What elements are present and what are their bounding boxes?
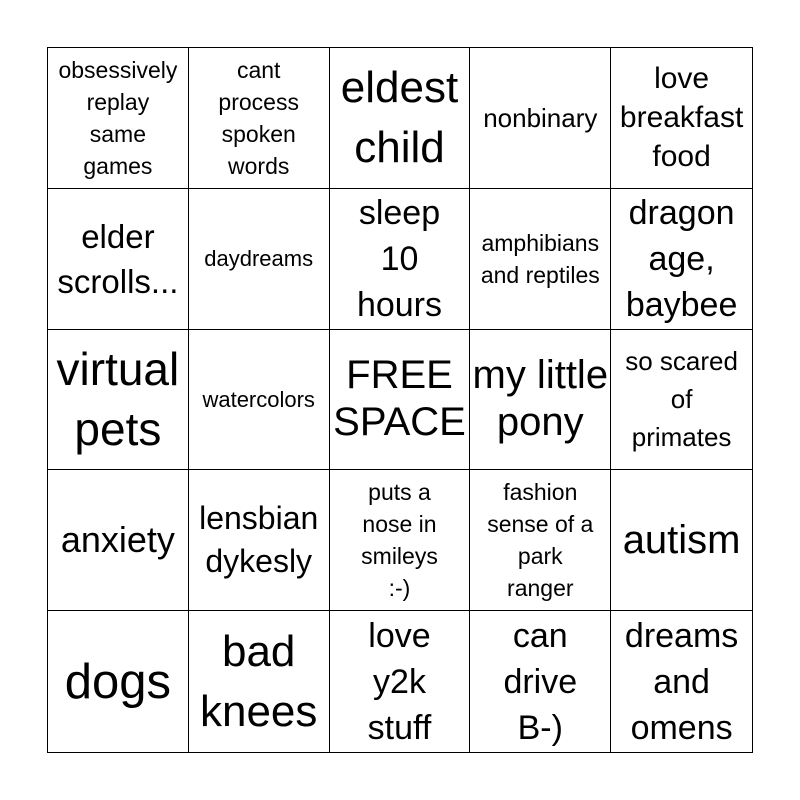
cell-label: anxiety [60, 519, 175, 561]
bingo-cell[interactable] [330, 189, 471, 330]
bingo-cell[interactable] [330, 470, 471, 611]
bingo-board [47, 47, 753, 753]
cell-label: dragon age, baybee [625, 193, 738, 324]
cell-label: love y2k stuff [367, 616, 432, 747]
bingo-cell[interactable] [189, 611, 330, 752]
bingo-cell[interactable] [611, 611, 752, 752]
bingo-cell[interactable] [470, 330, 611, 471]
cell-label: watercolors [202, 386, 315, 412]
bingo-cell[interactable] [48, 189, 189, 330]
bingo-cell[interactable] [189, 470, 330, 611]
bingo-cell[interactable] [470, 189, 611, 330]
cell-label: obsessively replay same games [58, 56, 178, 179]
cell-label: my little pony [472, 353, 609, 445]
cell-label: love breakfast food [619, 62, 744, 174]
bingo-cell[interactable] [611, 189, 752, 330]
bingo-cell[interactable] [48, 48, 189, 189]
bingo-cell[interactable] [470, 611, 611, 752]
cell-label: elder scrolls... [57, 217, 179, 300]
cell-label: daydreams [204, 246, 314, 272]
cell-label: amphibians and reptiles [480, 229, 600, 288]
cell-label: bad knees [199, 626, 318, 736]
cell-label: puts a nose in smileys :-) [361, 479, 438, 602]
cell-label: cant process spoken words [218, 56, 299, 179]
cell-label: so scared of primates [625, 346, 738, 453]
bingo-cell[interactable] [330, 48, 471, 189]
cell-label: dogs [64, 654, 172, 709]
cell-label: lensbian dykesly [199, 500, 319, 580]
bingo-cell[interactable] [611, 48, 752, 189]
cell-label: autism [622, 517, 741, 562]
bingo-cell[interactable] [611, 330, 752, 471]
bingo-cell[interactable] [189, 189, 330, 330]
cell-label: nonbinary [483, 102, 598, 133]
cell-label: eldest child [340, 62, 459, 172]
bingo-cell[interactable] [189, 48, 330, 189]
cell-label: sleep 10 hours [356, 193, 443, 324]
bingo-cell[interactable] [48, 611, 189, 752]
bingo-cell[interactable] [189, 330, 330, 471]
cell-label: virtual pets [56, 343, 180, 456]
bingo-cell[interactable] [330, 611, 471, 752]
free-space-cell[interactable] [330, 330, 471, 471]
bingo-cell[interactable] [48, 470, 189, 611]
bingo-cell[interactable] [611, 470, 752, 611]
bingo-cell[interactable] [470, 470, 611, 611]
cell-label: fashion sense of a park ranger [487, 479, 594, 602]
cell-label: dreams and omens [624, 616, 739, 747]
bingo-cell[interactable] [48, 330, 189, 471]
bingo-cell[interactable] [470, 48, 611, 189]
cell-label: FREE SPACE [333, 353, 466, 445]
cell-label: can drive B-) [503, 616, 578, 747]
